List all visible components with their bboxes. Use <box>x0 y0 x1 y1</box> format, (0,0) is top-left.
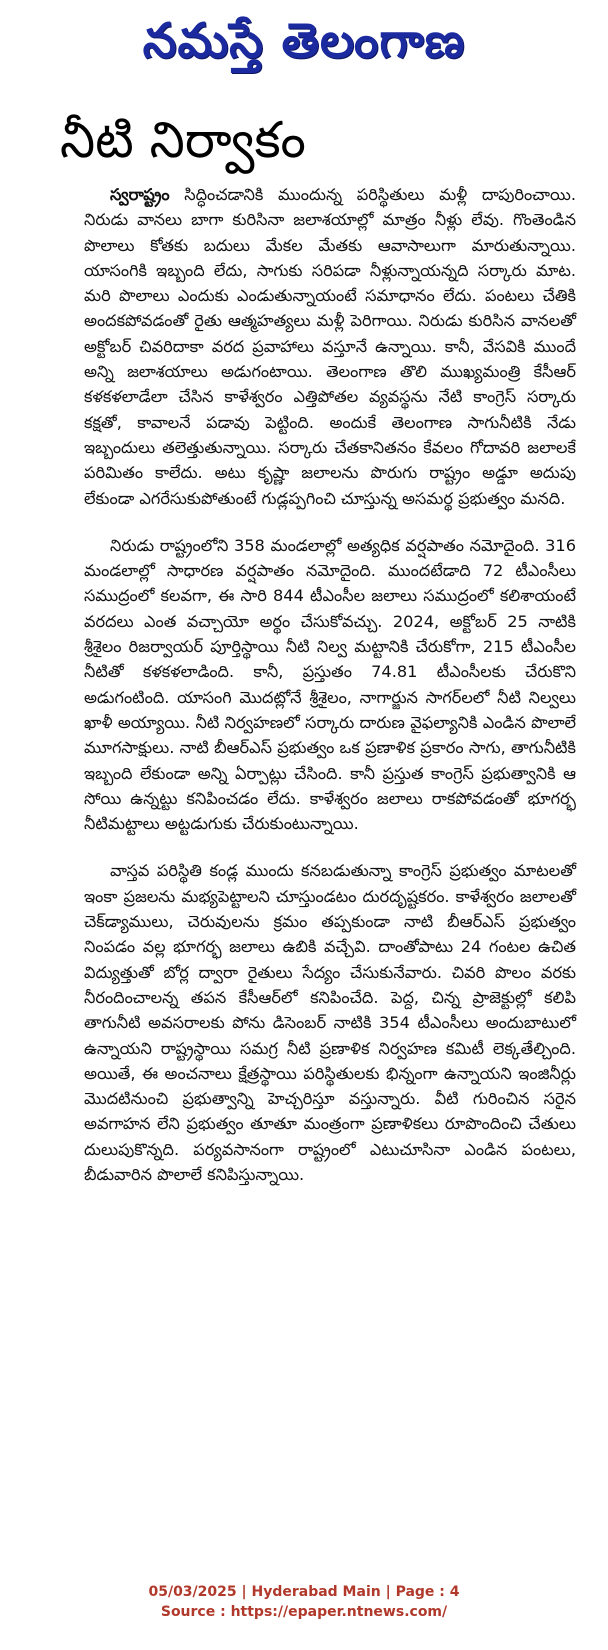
article-paragraph <box>84 858 576 1187</box>
article-paragraph <box>84 182 576 511</box>
article-paragraph <box>84 533 576 837</box>
footer-dateline: 05/03/2025 | Hyderabad Main | Page : 4 <box>148 1584 460 1600</box>
paragraph-text: నిరుడు రాష్ట్రంలోని 358 మండలాల్లో అత్యధిక వర్షపాతం నమోదైంది. 316 మండలాల్లో సాధారణ వర్షపాతం నమోదైంది. ముందటేడాది 72 టీఎంసీలు సముద్రంలో కలవగా, ఈ సారి 844 టీఎంసీల జలాలు సముద్రంలో కలిశాయంటే వరదలు ఎంత వచ్చాయో అర్థం చేసుకోవచ్చు. 2024, అక్టోబర్ 25 నాటికి శ్రీశైలం రిజర్వాయర్ పూర్తిస్థాయి నీటి నిల్వ మట్టానికి చేరుకోగా, 215 టీఎంసీల నీటితో కళకళలాడింది. కానీ, ప్రస్తుతం 74.81 టీఎంసీలకు చేరుకొని అడుగంటింది. యాసంగి మొదట్లోనే శ్రీశైలం, నాగార్జున సాగర్‌లలో నీటి నిల్వలు ఖాళీ అయ్యాయి. నీటి నిర్వహణలో సర్కారు దారుణ వైఫల్యానికి ఎండిన పొలాలే మూగసాక్షులు. నాటి బీఆర్ఎస్ ప్రభుత్వం ఒక ప్రణాళిక ప్రకారం సాగు, తాగునీటికి ఇబ్బంది లేకుండా అన్ని ఏర్పాట్లు చేసింది. కానీ ప్రస్తుత కాంగ్రెస్ ప్రభుత్వానికి ఆ సోయి ఉన్నట్టు కనిపించడం లేదు. కాళేశ్వరం జలాలు రాకపోవడంతో భూగర్భ నీటిమట్టాలు అట్టడుగుకు చేరుకుంటున్నాయి. <box>84 535 576 834</box>
lead-word: స్వరాష్ట్రం <box>110 185 170 204</box>
paragraph-text: వాస్తవ పరిస్థితి కండ్ల ముందు కనబడుతున్నా కాంగ్రెస్ ప్రభుత్వం మాటలతో ఇంకా ప్రజలను మభ్యపెట్టాలని చూస్తుండటం దురదృష్టకరం. కాళేశ్వరం జలాలతో చెక్‌డ్యాములు, చెరువులను క్రమం తప్పకుండా నాటి బీఆర్ఎస్ ప్రభుత్వం నింపడం వల్ల భూగర్భ జలాలు ఉబికి వచ్చేవి. దాంతోపాటు 24 గంటల ఉచిత విద్యుత్తుతో బోర్ల ద్వారా రైతులు సేద్యం చేసుకునేవారు. చివరి పొలం వరకు నీరందించాలన్న తపన కేసీఆర్‌లో కనిపించేది. పెద్ద, చిన్న ప్రాజెక్టుల్లో కలిపి తాగునీటి అవసరాలకు పోను డిసెంబర్ నాటికి 354 టీఎంసీలు అందుబాటులో ఉన్నాయని రాష్ట్రస్థాయి సమగ్ర నీటి ప్రణాళిక నిర్వహణ కమిటీ లెక్కతేల్చింది. అయితే, ఈ అంచనాలు క్షేత్రస్థాయి పరిస్థితులకు భిన్నంగా ఉన్నాయని ఇంజినీర్లు మొదటినుంచి ప్రభుత్వాన్ని హెచ్చరిస్తూ వస్తున్నారు. వీటి గురించిన సరైన అవగాహన లేని ప్రభుత్వం తూతూ మంత్రంగా ప్రణాళికలు రూపొందించి చేతులు దులుపుకొన్నది. పర్యవసానంగా రాష్ట్రంలో ఎటుచూసినా ఎండిన పంటలు, బీడువారిన పొలాలే కనిపిస్తున్నాయి. <box>84 861 576 1184</box>
article-body <box>84 182 576 1209</box>
newspaper-masthead: నమస్తే తెలంగాణ <box>142 13 466 69</box>
paragraph-text: సిద్ధించడానికి ముందున్న పరిస్థితులు మళ్లీ దాపురించాయి. నిరుడు వానలు బాగా కురిసినా జలాశయాల్లో మాత్రం నీళ్లు లేవు. గొంతెండిన పొలాలు కోతకు బదులు మేకల మేతకు ఆవాసాలుగా మారుతున్నాయి. యాసంగికి ఇబ్బంది లేదు, సాగుకు సరిపడా నీళ్లున్నాయన్నది సర్కారు మాట. మరి పొలాలు ఎందుకు ఎండుతున్నాయంటే సమాధానం లేదు. పంటలు చేతికి అందకపోవడంతో రైతు ఆత్మహత్యలు మళ్లీ పెరిగాయి. నిరుడు కురిసిన వానలతో అక్టోబర్ చివరిదాకా వరద ప్రవాహాలు వస్తూనే ఉన్నాయి. కానీ, వేసవికి ముందే అన్ని జలాశయాలు అడుగంటాయి. తెలంగాణ తొలి ముఖ్యమంత్రి కేసీఆర్ కళకళలాడేలా చేసిన కాళేశ్వరం ఎత్తిపోతల వ్యవస్థను నేటి కాంగ్రెస్ సర్కారు కక్షతో, కావాలనే పడావు పెట్టింది. అందుకే తెలంగాణ సాగునీటికి నేడు ఇబ్బందులు తలెత్తుతున్నాయి. సర్కారు చేతకానితనం కేవలం గోదావరి జలాలకే పరిమితం కాలేదు. అటు కృష్ణా జలాలను పొరుగు రాష్ట్రం అడ్డూ అదుపు లేకుండా ఎగరేసుకుపోతుంటే గుడ్లప్పగించి చూస్తున్న అసమర్థ ప్రభుత్వం మనది. <box>84 185 576 508</box>
footer-source-link[interactable]: Source : https://epaper.ntnews.com/ <box>160 1604 448 1620</box>
article-headline: నీటి నిర్వాకం <box>60 111 306 169</box>
